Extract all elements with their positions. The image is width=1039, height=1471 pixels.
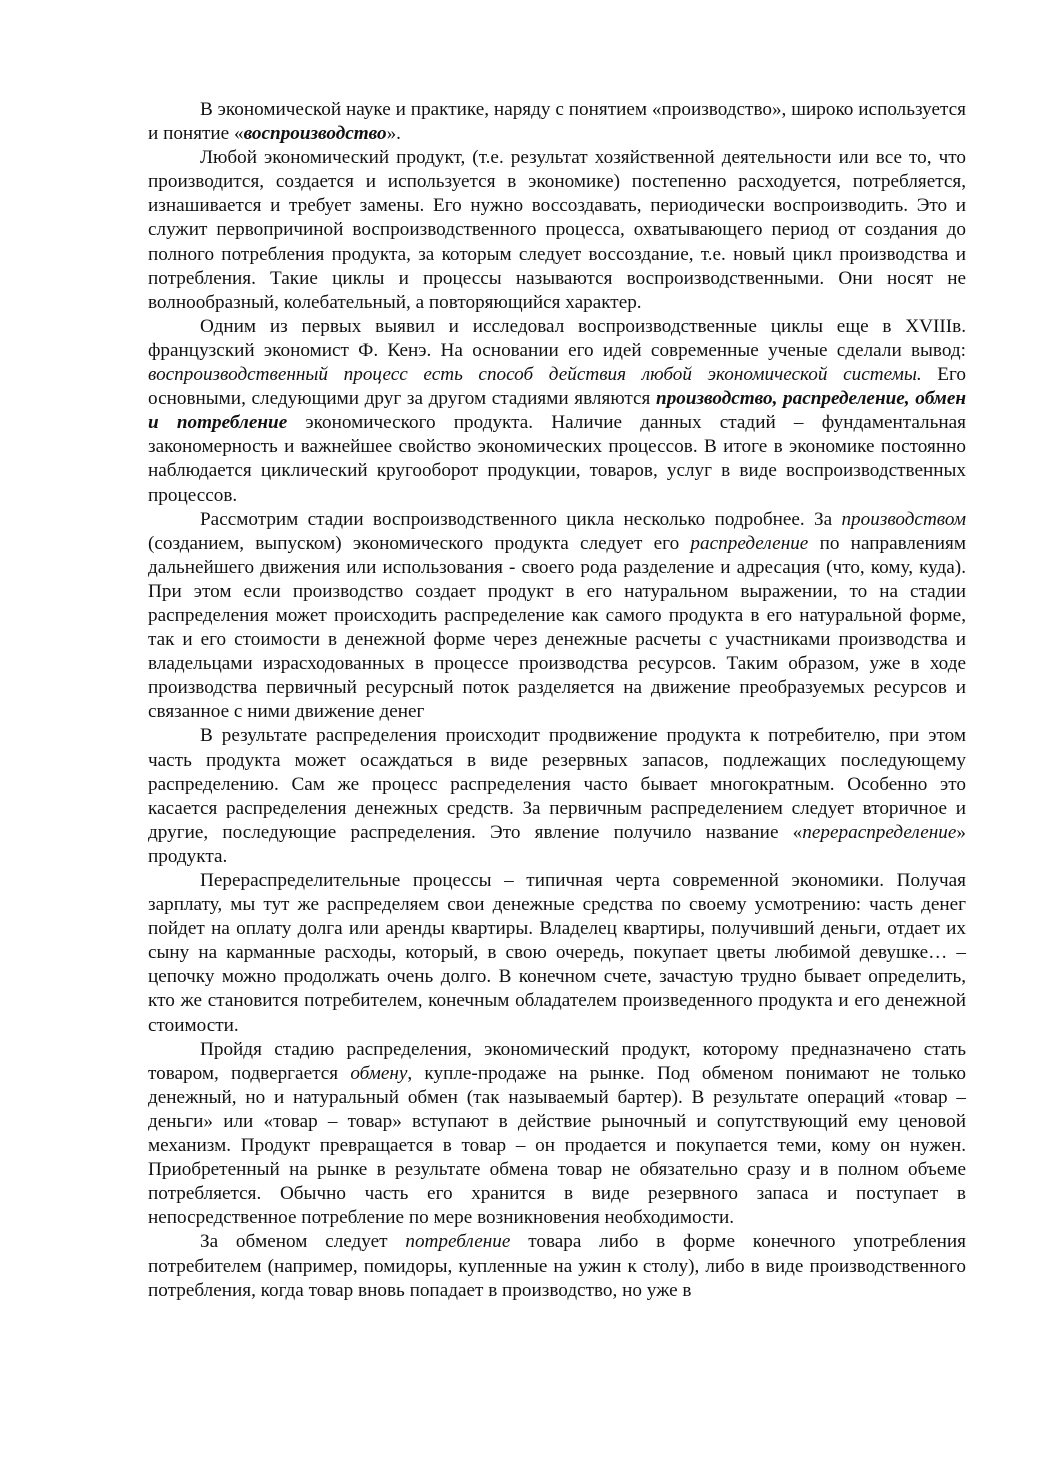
- text-run: Любой экономический продукт, (т.е. результат хозяйственной деятельности или все то, что производится, создается и используется в экономике) постепенно расходуется, потребляется, изнашивается и требует замены. Его нужно воссоздавать, периодически воспроизводить. Это и служит первопричиной воспроизводственного процесса, охватывающего период от создания до полного потребления продукта, за которым следует воссоздание, т.е. новый цикл производства и потребления. Такие циклы и процессы называются воспроизводственными. Они носят не волнообразный, колебательный, а повторяющийся характер.: [148, 147, 966, 313]
- text-run: Рассмотрим стадии воспроизводственного цикла несколько подробнее. За: [200, 508, 842, 530]
- bold-italic-term: воспроизводство: [243, 123, 387, 145]
- text-run: За обменом следует: [200, 1231, 406, 1253]
- text-run: Его основными, следующими друг за другом стадиями являются: [148, 364, 966, 410]
- text-run: Одним из первых выявил и исследовал воспроизводственные циклы еще в XVIIIв. французский экономист Ф. Кенэ. На основании его идей современные ученые сделали вывод:: [148, 315, 966, 361]
- paragraph: [148, 724, 966, 869]
- italic-term: перераспределение: [802, 821, 957, 843]
- text-run: товара либо в форме конечного употребления потребителем (например, помидоры, купленные на ужин к столу), либо в виде производственного потребления, когда товар вновь попадает в производство, но уже в: [148, 1231, 966, 1301]
- italic-term: распределение: [690, 532, 809, 554]
- text-run: Пройдя стадию распределения, экономический продукт, которому предназначено стать товаром, подвергается: [148, 1038, 966, 1084]
- paragraph: [148, 508, 966, 725]
- document-page: [148, 98, 966, 1303]
- text-run: Перераспределительные процессы – типичная черта современной экономики. Получая зарплату, мы тут же распределяем свои денежные средства по своему усмотрению: часть денег пойдет на оплату долга или аренды квартиры. Владелец квартиры, получивший деньги, отдает их сыну на карманные расходы, который, в свою очередь, покупает цветы любимой девушке… – цепочку можно продолжать очень долго. В конечном счете, зачастую трудно бывает определить, кто же становится потребителем, конечным обладателем произведенного продукта и его денежной стоимости.: [148, 870, 966, 1036]
- text-run: экономического продукта. Наличие данных стадий – фундаментальная закономерность и важнейшее свойство экономических процессов. В итоге в экономике постоянно наблюдается циклический кругооборот продукции, товаров, услуг в виде воспроизводственных процессов.: [148, 412, 966, 506]
- bold-italic-term: производство, распределение, обмен и потребление: [148, 388, 966, 434]
- paragraph: [148, 869, 966, 1038]
- italic-term: потребление: [405, 1231, 511, 1253]
- text-run: В результате распределения происходит продвижение продукта к потребителю, при этом часть продукта может осаждаться в виде резервных запасов, подлежащих последующему распределению. Сам же процесс распределения часто бывает многократным. Особенно это касается распределения денежных средств. За первичным распределением следует вторичное и другие, последующие распределения. Это явление получило название «: [148, 725, 966, 843]
- paragraph: [148, 1230, 966, 1302]
- text-run: » продукта.: [148, 821, 966, 867]
- paragraph: [148, 146, 966, 315]
- text-run: (созданием, выпуском) экономического продукта следует его: [148, 532, 691, 554]
- text-run: ».: [386, 123, 401, 145]
- paragraph: [148, 315, 966, 508]
- italic-term: воспроизводственный процесс есть способ действия любой экономической системы.: [148, 364, 922, 386]
- italic-term: производством: [841, 508, 966, 530]
- italic-term: обмену: [350, 1062, 408, 1084]
- text-run: по направлениям дальнейшего движения или использования - своего рода разделение и адресация (что, кому, куда). При этом если производство создает продукт в его натуральном выражении, то на стадии распределения может происходить распределение как самого продукта в его натуральной форме, так и его стоимости в денежной форме через денежные расчеты с участниками производства и владельцами израсходованных в процессе производства ресурсов. Таким образом, уже в ходе производства первичный ресурсный поток разделяется на движение преобразуемых ресурсов и связанное с ними движение денег: [148, 532, 966, 723]
- paragraph: [148, 1038, 966, 1231]
- paragraph: [148, 98, 966, 146]
- text-run: В экономической науке и практике, наряду с понятием «производство», широко используется и понятие «: [148, 99, 966, 145]
- text-run: , купле-продаже на рынке. Под обменом понимают не только денежный, но и натуральный обмен (так называемый бартер). В результате операций «товар – деньги» или «товар – товар» вступают в действие рыночный и сопутствующий ему ценовой механизм. Продукт превращается в товар – он продается и покупается теми, кому он нужен. Приобретенный на рынке в результате обмена товар не обязательно сразу и в полном объеме потребляется. Обычно часть его хранится в виде резервного запаса и поступает в непосредственное потребление по мере возникновения необходимости.: [148, 1062, 966, 1229]
